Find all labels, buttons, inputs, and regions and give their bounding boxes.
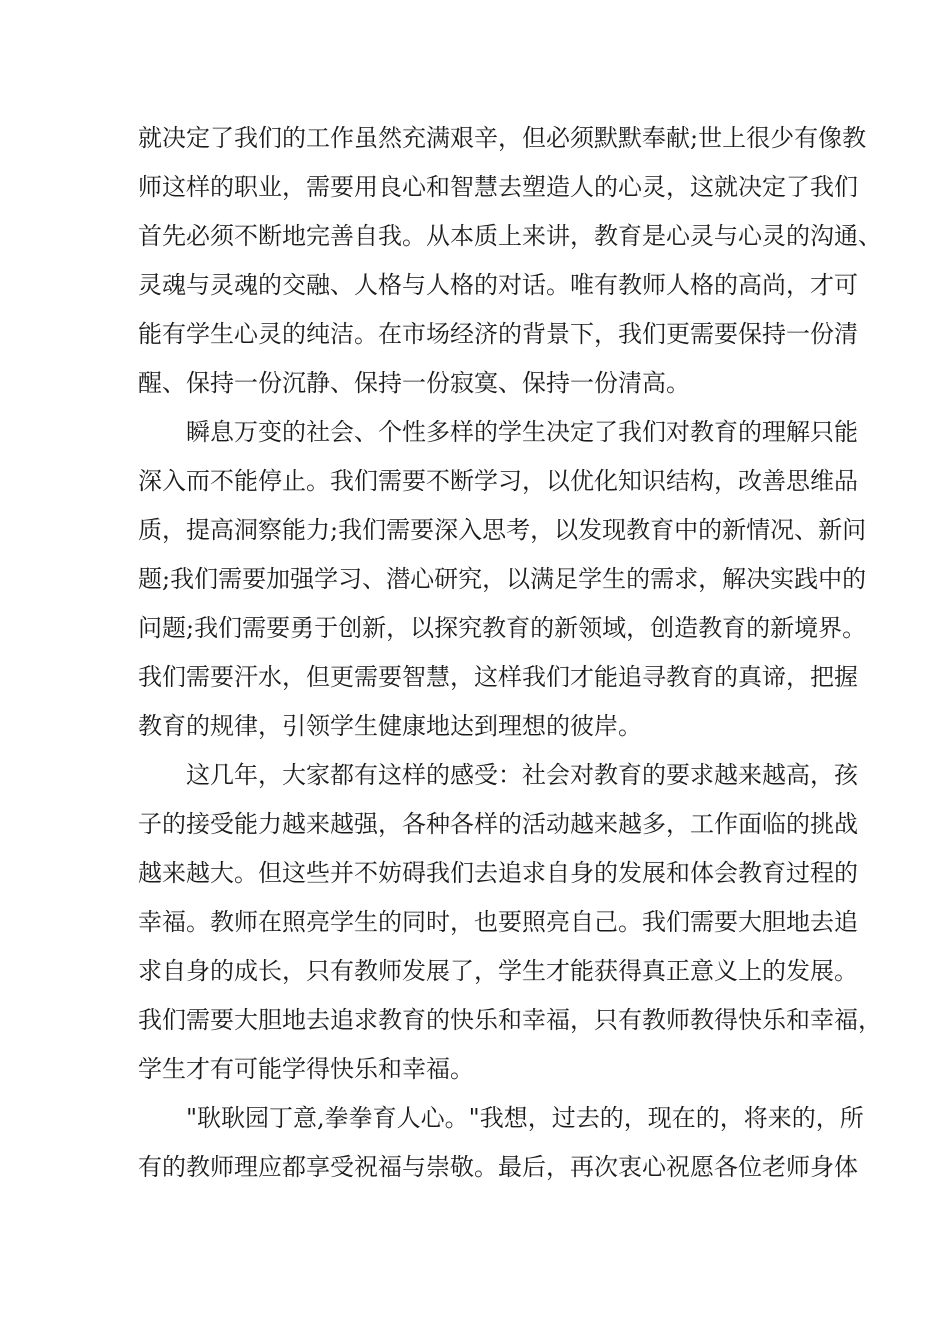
text-line: 我们需要汗水，但更需要智慧，这样我们才能追寻教育的真谛，把握 [138,663,858,691]
text-line: 师这样的职业，需要用良心和智慧去塑造人的心灵，这就决定了我们 [138,173,858,201]
paragraph-start-line: 瞬息万变的社会、个性多样的学生决定了我们对教育的理解只能 [186,418,858,446]
text-line: 首先必须不断地完善自我。从本质上来讲，教育是心灵与心灵的沟通、 [138,222,882,250]
text-line: 求自身的成长，只有教师发展了，学生才能获得真正意义上的发展。 [138,957,858,985]
text-line: 教育的规律，引领学生健康地达到理想的彼岸。 [138,712,642,740]
text-line: 子的接受能力越来越强，各种各样的活动越来越多，工作面临的挑战 [138,810,858,838]
body-text [138,114,882,1192]
text-line: 问题;我们需要勇于创新，以探究教育的新领域，创造教育的新境界。 [138,614,867,642]
text-line: 我们需要大胆地去追求教育的快乐和幸福，只有教师教得快乐和幸福， [138,1006,882,1034]
text-line: 就决定了我们的工作虽然充满艰辛，但必须默默奉献;世上很少有像教 [138,124,867,152]
text-line: 有的教师理应都享受祝福与崇敬。最后，再次衷心祝愿各位老师身体 [138,1153,858,1181]
text-line: 灵魂与灵魂的交融、人格与人格的对话。唯有教师人格的高尚，才可 [138,271,858,299]
text-line: 题;我们需要加强学习、潜心研究，以满足学生的需求，解决实践中的 [138,565,867,593]
text-line: 质，提高洞察能力;我们需要深入思考，以发现教育中的新情况、新问 [138,516,867,544]
text-line: 能有学生心灵的纯洁。在市场经济的背景下，我们更需要保持一份清 [138,320,858,348]
text-line: 深入而不能停止。我们需要不断学习，以优化知识结构，改善思维品 [138,467,858,495]
paragraph-start-line: "耿耿园丁意,拳拳育人心。"我想，过去的，现在的，将来的，所 [186,1104,864,1132]
text-line: 越来越大。但这些并不妨碍我们去追求自身的发展和体会教育过程的 [138,859,858,887]
text-line: 幸福。教师在照亮学生的同时，也要照亮自己。我们需要大胆地去追 [138,908,858,936]
text-line: 学生才有可能学得快乐和幸福。 [138,1055,474,1083]
text-line: 醒、保持一份沉静、保持一份寂寞、保持一份清高。 [138,369,690,397]
paragraph-start-line: 这几年，大家都有这样的感受：社会对教育的要求越来越高，孩 [186,761,858,789]
